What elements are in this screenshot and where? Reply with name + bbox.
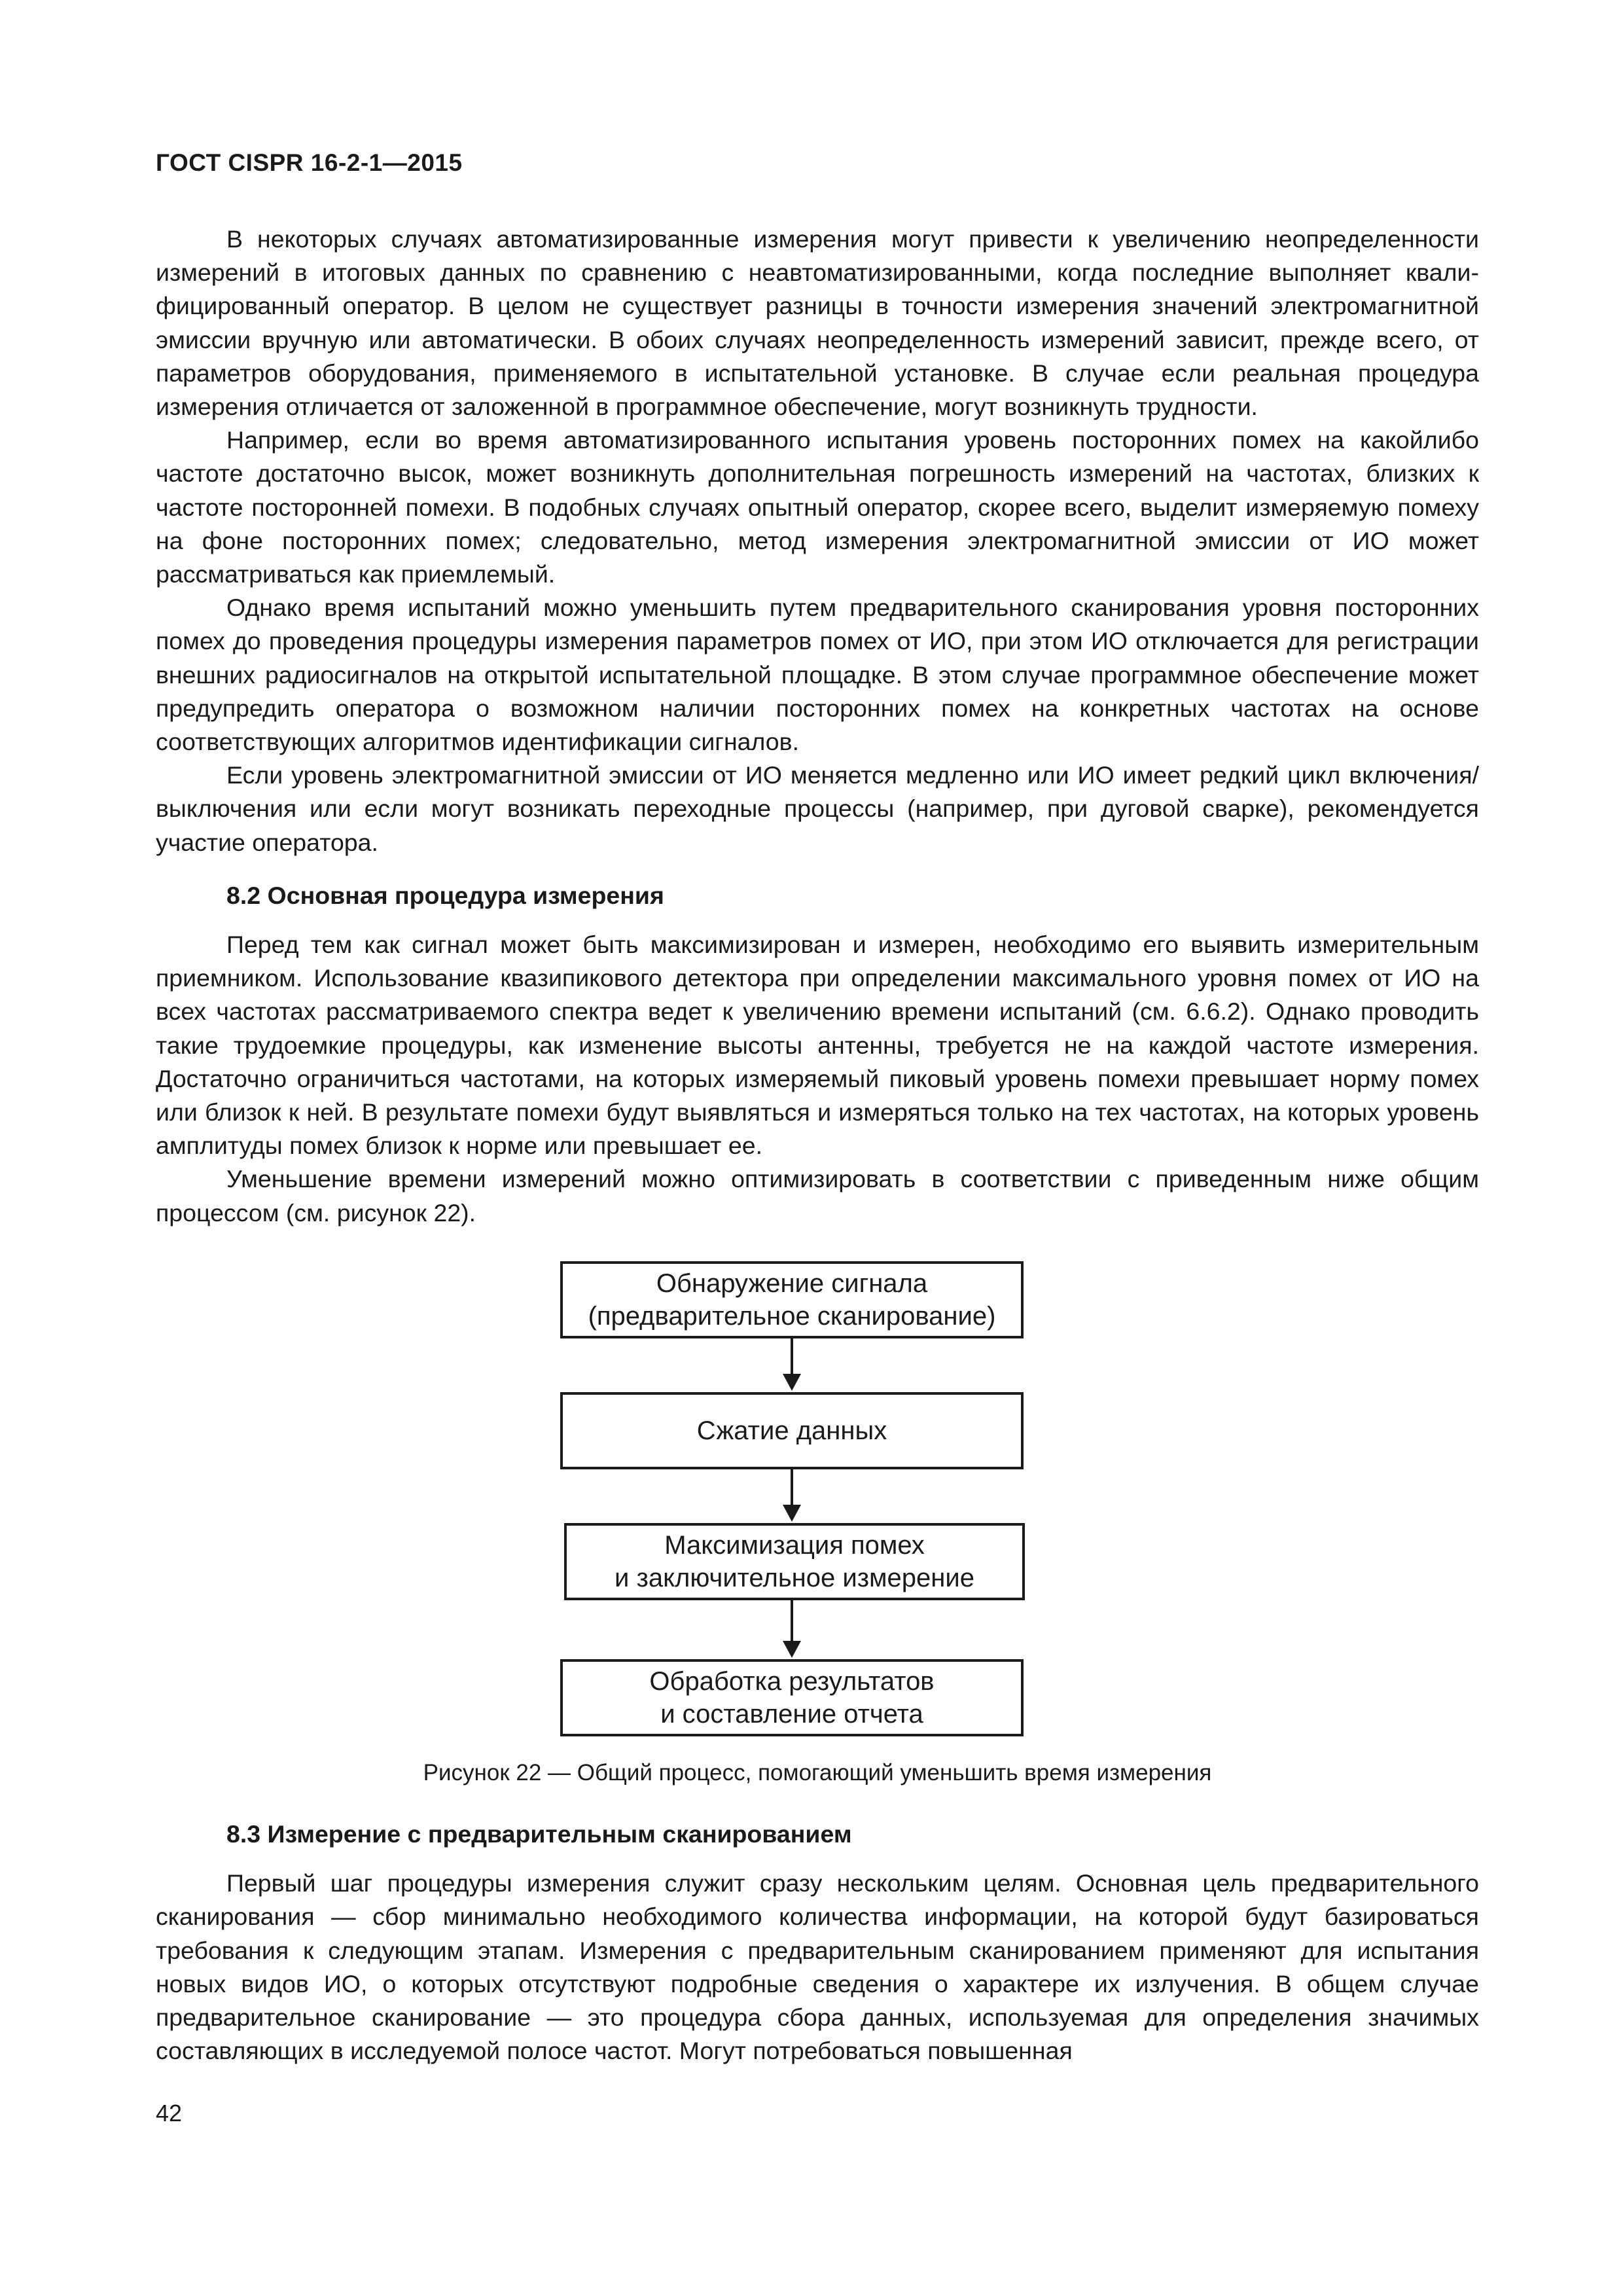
body-paragraph: Перед тем как сигнал может быть максимизирован и измерен, необходимо его выявить измерительным приемником. Использование квазипикового детектора при определении максимального уровня помех от ИО на всех частотах рассматриваемого спектра ведет к увеличению времени испытаний (см. 6.6.2). Однако проводить такие трудоемкие процедуры, как изменение высоты антенны, требуется не на каждой частоте измерения. Достаточно ограничиться частотами, на которых измеряемый пиковый уровень помехи превышает норму помех или близок к ней. В результате помехи будут выявляться и измеряться только на тех частотах, на которых уровень амплитуды помех близок к норме или превышает ее. bbox=[156, 931, 1479, 1160]
flow-box-maximization bbox=[564, 1523, 1025, 1600]
flow-box-text: Максимизация помех bbox=[664, 1530, 925, 1560]
arrow-head-icon bbox=[783, 1505, 801, 1522]
flow-box-text: Обнаружение сигнала bbox=[656, 1268, 928, 1298]
document-header: ГОСТ CISPR 16-2-1—2015 bbox=[156, 149, 463, 176]
body-paragraph: Первый шаг процедуры измерения служит сразу нескольким целям. Основная цель предварительного сканирования — сбор минимально необходимого количества информации, на которой будут базироваться требования к следующим этапам. Измерения с предварительным сканированием применяют для испытания новых видов ИО, о которых отсутствуют подробные сведения о характере их излучения. В общем случае предварительное сканирование — это процедура сбора данных, используемая для определения значимых составляющих в исследуемой полосе частот. Могут потребоваться повышенная bbox=[156, 1869, 1479, 2065]
body-paragraph: В некоторых случаях автоматизированные измерения могут привести к увеличению неопределенности измерений в итоговых данных по сравнению с неавтоматизированными, когда последние выполняет квалифицированный оператор. В целом не существует разницы в точности измерения значений электромагнитной эмиссии вручную или автоматически. В обоих случаях неопределенность измерений зависит, прежде всего, от параметров оборудования, применяемого в испытательной установке. В случае если реальная процедура измерения отличается от заложенной в программное обеспечение, могут возникнуть трудности. bbox=[156, 225, 1479, 421]
flow-box-signal-detection bbox=[560, 1261, 1024, 1338]
figure-caption: Рисунок 22 — Общий процесс, помогающий уменьшить время измерения bbox=[423, 1759, 1212, 1785]
arrow-head-icon bbox=[783, 1374, 801, 1391]
flow-box-text: и составление отчета bbox=[660, 1699, 923, 1729]
flow-box-processing bbox=[560, 1659, 1024, 1736]
flow-box-text: Сжатие данных bbox=[696, 1416, 887, 1445]
arrow-head-icon bbox=[783, 1641, 801, 1658]
document-body bbox=[156, 223, 1479, 2068]
body-paragraph: Уменьшение времени измерений можно оптимизировать в соответствии с приведенным ниже общим процессом (см. рисунок 22). bbox=[156, 1165, 1479, 1227]
flow-box-data-compression bbox=[560, 1392, 1024, 1469]
flow-arrow bbox=[791, 1338, 793, 1375]
section-title-8-2: 8.2 Основная процедура измерения bbox=[226, 881, 664, 909]
flow-box-text: (предварительное сканирование) bbox=[588, 1301, 996, 1331]
section-title-8-3: 8.3 Измерение с предварительным сканированием bbox=[226, 1820, 852, 1848]
body-paragraph: Например, если во время автоматизированного испытания уровень посторонних помех на какойлибо частоте достаточно высок, может возникнуть дополнительная погрешность измерений на частотах, близких к частоте посторонней помехи. В подобных случаях опытный оператор, скорее всего, выделит измеряемую помеху на фоне посторонних помех; следовательно, метод измерения электромагнитной эмиссии от ИО может рассматриваться как приемлемый. bbox=[156, 426, 1479, 588]
body-paragraph: Однако время испытаний можно уменьшить путем предварительного сканирования уровня посторонних помех до проведения процедуры измерения параметров помех от ИО, при этом ИО отключается для регистрации внешних радиосигналов на открытой испытательной площадке. В этом случае программное обеспечение может предупредить оператора о возможном наличии посторонних помех на конкретных частотах на основе соответствующих алгоритмов идентификации сигналов. bbox=[156, 594, 1479, 756]
flow-box-text: и заключительное измерение bbox=[615, 1563, 974, 1592]
body-paragraph: Если уровень электромагнитной эмиссии от ИО меняется медленно или ИО имеет редкий цикл включения/выключения или если могут возникать переходные процессы (например, при дуговой сварке), рекомендуется участие оператора. bbox=[156, 761, 1479, 856]
page-number: 42 bbox=[156, 2100, 183, 2126]
flow-arrow bbox=[791, 1600, 793, 1642]
figure-22-flowchart bbox=[156, 1261, 1479, 1818]
flow-box-text: Обработка результатов bbox=[649, 1666, 935, 1696]
flow-arrow bbox=[791, 1469, 793, 1506]
